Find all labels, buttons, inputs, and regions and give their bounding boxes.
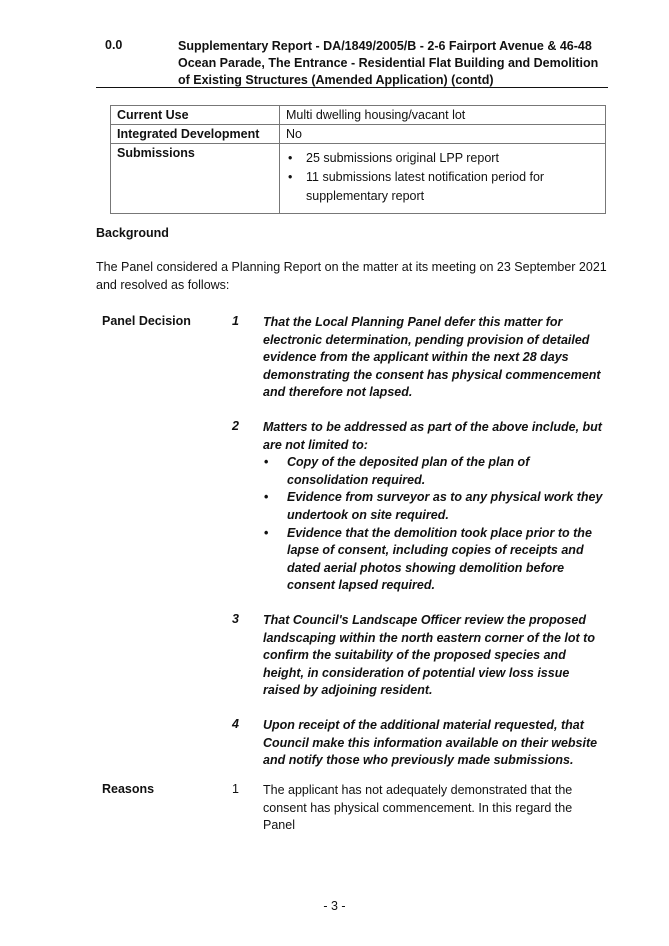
decision-bullets xyxy=(263,454,606,595)
decision-item: Upon receipt of the additional material requested, that Council make this information available on their website and notify those who previously made submissions. xyxy=(263,718,598,768)
row-label: Current Use xyxy=(111,106,280,125)
item-number: 1 xyxy=(232,782,239,796)
list-item: • 25 submissions original LPP report xyxy=(286,149,599,168)
panel-decision-label: Panel Decision xyxy=(102,314,191,328)
item-number: 1 xyxy=(232,314,239,328)
summary-table xyxy=(110,105,606,214)
submissions-list xyxy=(286,149,599,206)
report-title: Supplementary Report - DA/1849/2005/B - 2-6 Fairport Avenue & 46-48 Ocean Parade, The Entrance - Residential Flat Building and Demolition of Existing Structures (Amended Application) (contd) xyxy=(178,39,599,87)
row-label: Submissions xyxy=(111,144,280,214)
background-paragraph: The Panel considered a Planning Report on the matter at its meeting on 23 September 2021 and resolved as follows: xyxy=(96,260,607,292)
table-row xyxy=(111,125,606,144)
item-number: 4 xyxy=(232,717,239,731)
reason-item: The applicant has not adequately demonstrated that the consent has physical commencement. In this regard the Panel xyxy=(263,783,573,833)
table-row xyxy=(111,144,606,214)
page-number: - 3 - xyxy=(323,899,346,913)
item-number: 3 xyxy=(232,612,239,626)
reasons-label: Reasons xyxy=(102,782,155,796)
decision-item-text: Matters to be addressed as part of the above include, but are not limited to: xyxy=(263,420,602,452)
background-heading: Background xyxy=(96,226,169,240)
decision-item xyxy=(263,419,606,595)
header-divider xyxy=(96,87,608,88)
decision-item: That the Local Planning Panel defer this matter for electronic determination, pending provision of detailed evidence from the applicant within the next 28 days demonstrating the consent has physical commencement and therefore not lapsed. xyxy=(263,315,601,400)
section-number: 0.0 xyxy=(105,38,123,52)
table-row xyxy=(111,106,606,125)
row-value: Multi dwelling housing/vacant lot xyxy=(280,106,606,125)
row-label: Integrated Development xyxy=(111,125,280,144)
list-item: • Evidence that the demolition took place prior to the lapse of consent, including copies of receipts and dated aerial photos showing demolition before consent lapsed required. xyxy=(263,525,606,595)
list-item: • Evidence from surveyor as to any physical work they undertook on site required. xyxy=(263,489,606,524)
list-item: • Copy of the deposited plan of the plan of consolidation required. xyxy=(263,454,606,489)
row-value: No xyxy=(280,125,606,144)
list-item: • 11 submissions latest notification period for supplementary report xyxy=(286,168,599,206)
row-value xyxy=(280,144,606,214)
item-number: 2 xyxy=(232,419,239,433)
decision-item: That Council's Landscape Officer review the proposed landscaping within the north eastern corner of the lot to confirm the suitability of the proposed species and height, in consideration of potential view loss issue raised by adjoining resident. xyxy=(263,613,595,698)
